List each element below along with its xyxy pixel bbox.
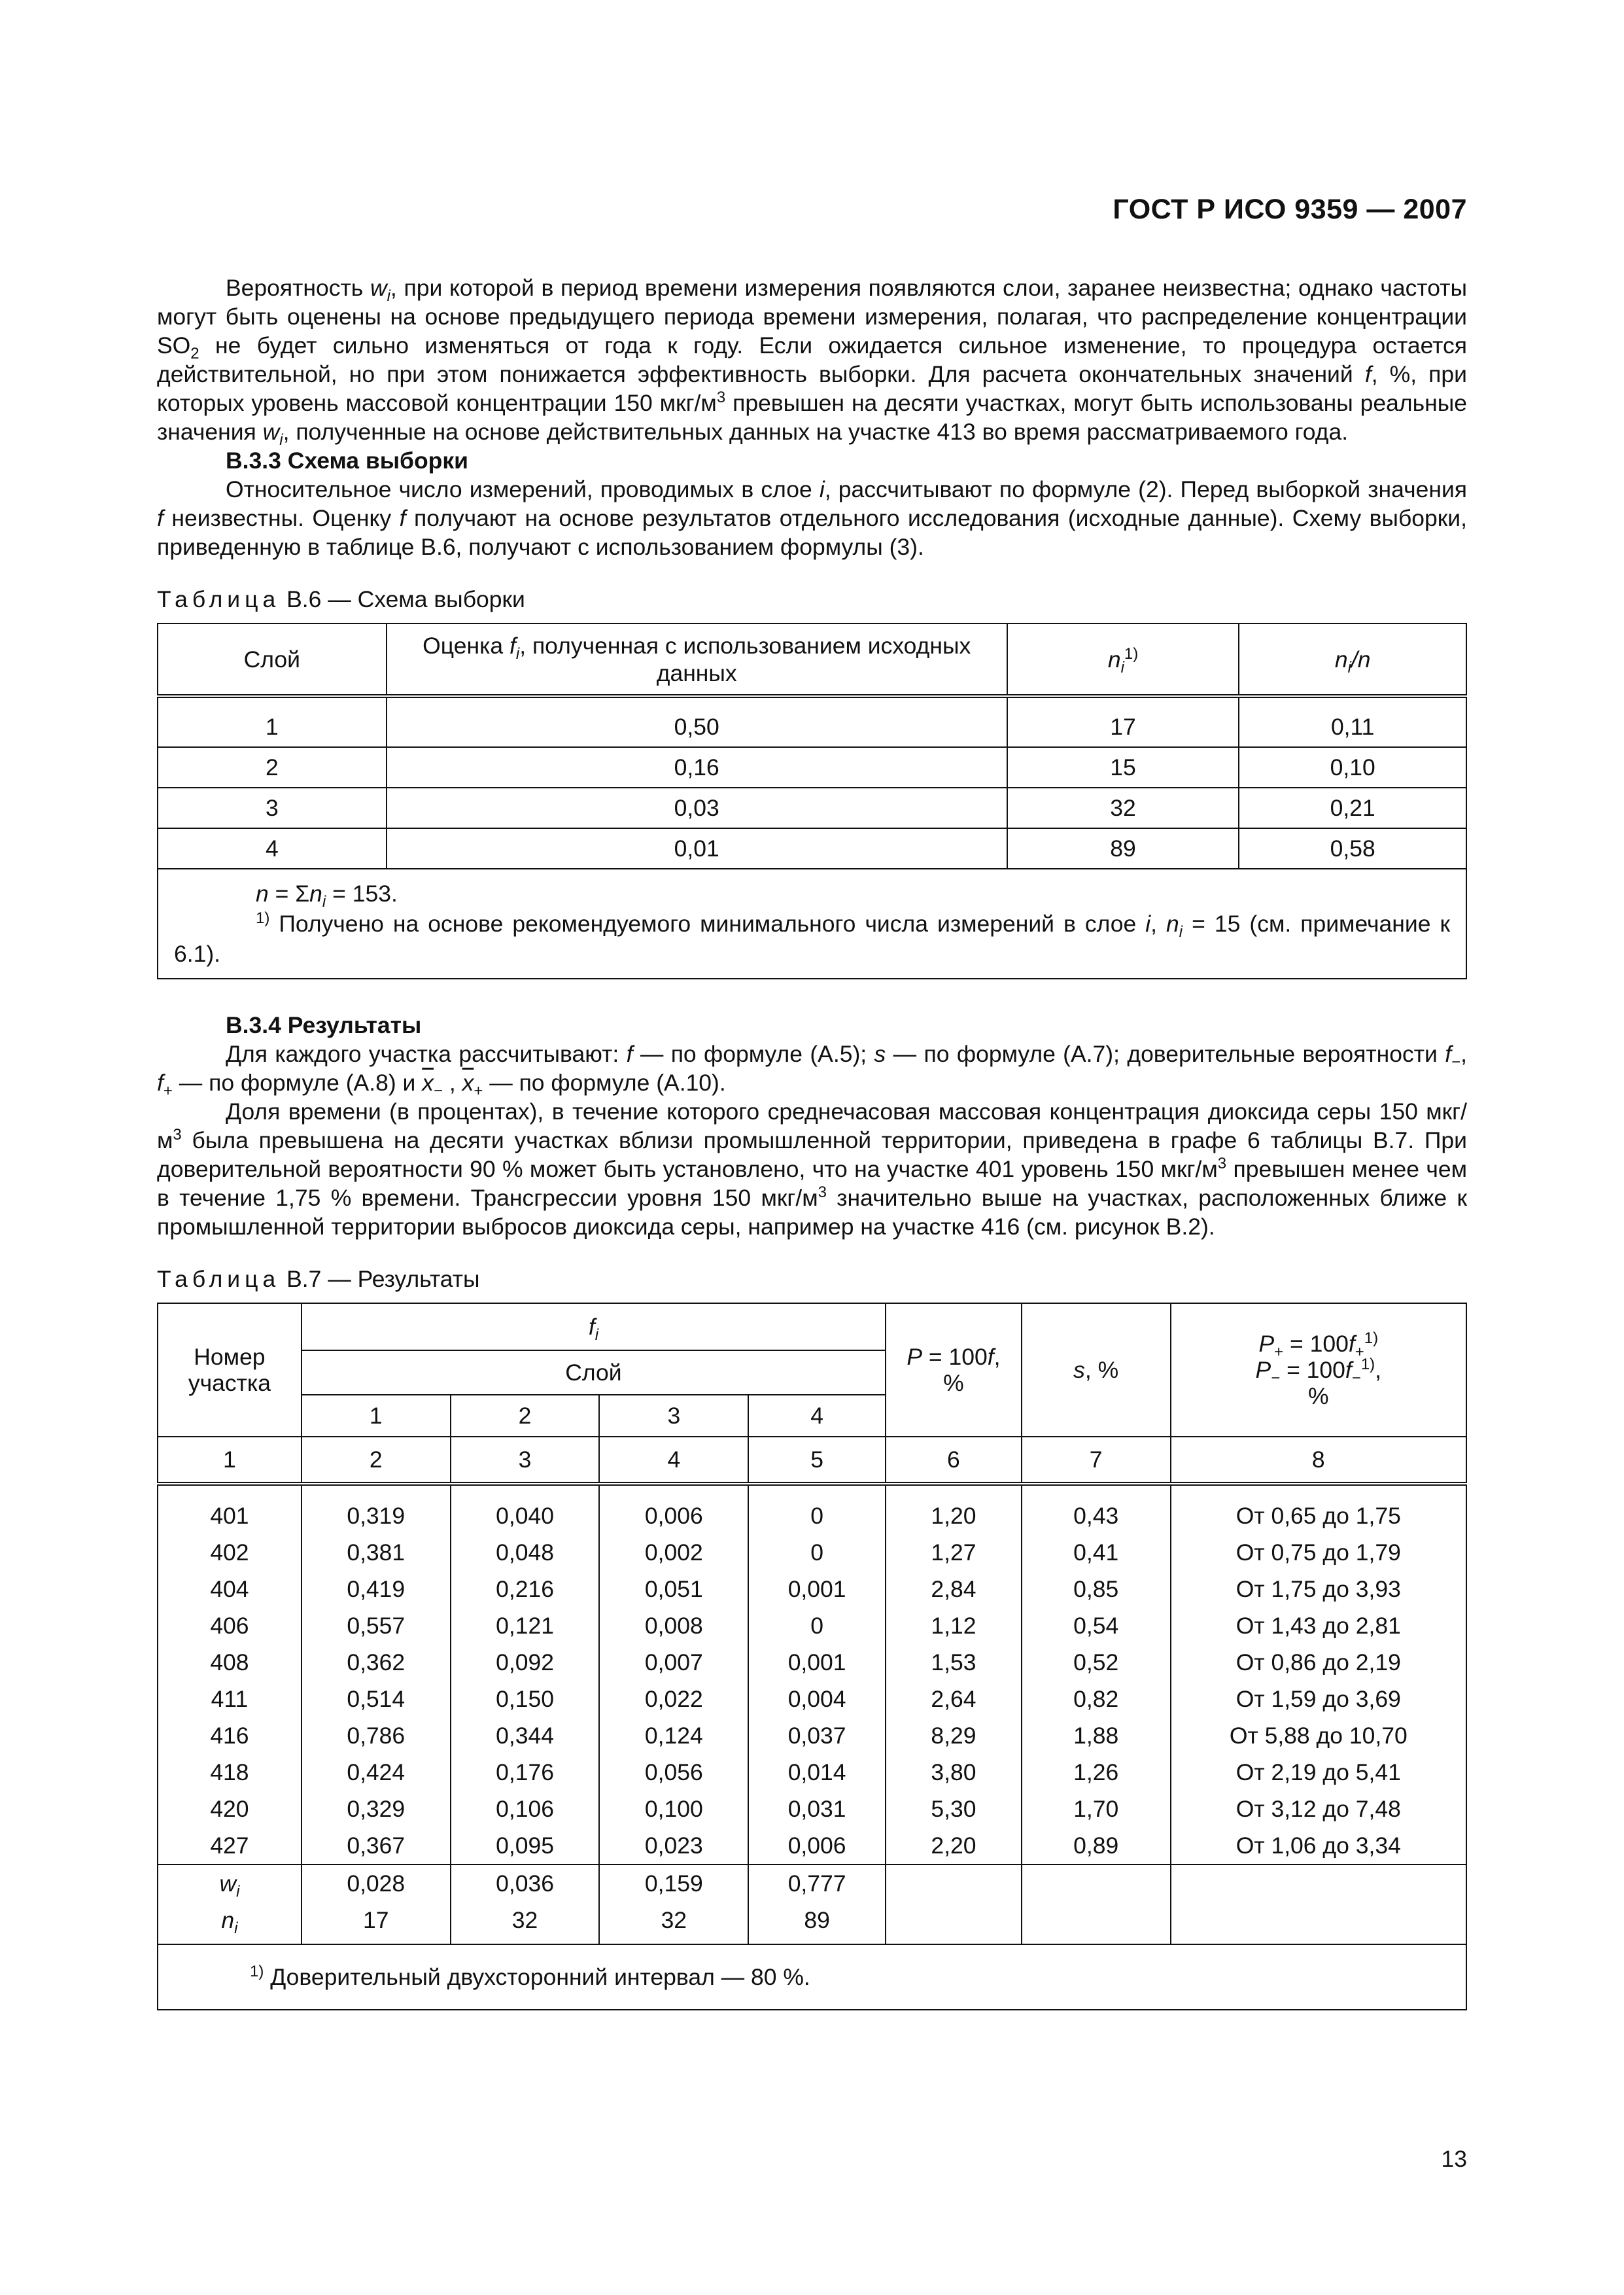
table-cell: 0,216 xyxy=(451,1571,600,1607)
table-cell: 32 xyxy=(599,1902,748,1944)
table-cell: 0,028 xyxy=(302,1865,451,1902)
table-row xyxy=(158,1791,1466,1827)
table-b7-footnote: $^{1)}$ Доверительный двухсторонний интервал — 80 %. xyxy=(158,1944,1466,2010)
table-cell: 0,52 xyxy=(1022,1644,1171,1681)
col-header-p: P = 100f, % xyxy=(886,1303,1022,1437)
results-paragraph-1: Для каждого участка рассчитывают: f — по формуле (А.5); s — по формуле (А.7); доверительные вероятности $f_-$, $f_+$ — по формуле (А.8) и $\overline{x}_-$ , $\overline{x}_+$ — по формуле (А.10). xyxy=(157,1041,1467,1100)
table-cell: От 1,59 до 3,69 xyxy=(1171,1681,1466,1717)
col-header-site: Номер участка xyxy=(158,1303,302,1437)
table-cell: 0,03 xyxy=(387,788,1007,828)
table-cell: 0,50 xyxy=(387,696,1007,747)
table-note-row xyxy=(158,1944,1466,2010)
table-cell: 0,006 xyxy=(748,1827,886,1865)
table-cell: 0,121 xyxy=(451,1607,600,1644)
table-cell: 0,007 xyxy=(599,1644,748,1681)
wi-label: $w_i$ xyxy=(158,1865,302,1902)
column-number: 1 xyxy=(158,1437,302,1484)
table-cell: 411 xyxy=(158,1681,302,1717)
table-cell: 0,21 xyxy=(1239,788,1466,828)
table-b7-body xyxy=(158,1484,1466,2010)
table-cell: 0,023 xyxy=(599,1827,748,1865)
table-cell: 4 xyxy=(158,828,387,869)
wi-row xyxy=(158,1865,1466,1902)
table-cell: 0,319 xyxy=(302,1484,451,1534)
table-cell: 0,004 xyxy=(748,1681,886,1717)
table-cell: 0,514 xyxy=(302,1681,451,1717)
table-cell: 0,419 xyxy=(302,1571,451,1607)
table-row xyxy=(158,1644,1466,1681)
table-cell: 1,27 xyxy=(886,1534,1022,1571)
table-cell: От 2,19 до 5,41 xyxy=(1171,1754,1466,1791)
table-cell: 1,88 xyxy=(1022,1717,1171,1754)
table-cell: 408 xyxy=(158,1644,302,1681)
table-cell: 2 xyxy=(158,747,387,788)
table-row xyxy=(158,1484,1466,1534)
table-cell: 0,031 xyxy=(748,1791,886,1827)
table-cell: 0 xyxy=(748,1607,886,1644)
table-cell: 401 xyxy=(158,1484,302,1534)
table-cell: 0,777 xyxy=(748,1865,886,1902)
col-header-layer-group: Слой xyxy=(302,1350,886,1395)
table-cell: 15 xyxy=(1007,747,1239,788)
col-header-layer-1: 1 xyxy=(302,1395,451,1437)
table-cell: 0,362 xyxy=(302,1644,451,1681)
table-cell: 0,001 xyxy=(748,1571,886,1607)
col-header-ratio: $n_i/n$ xyxy=(1239,623,1466,696)
table-cell: 1,26 xyxy=(1022,1754,1171,1791)
table-cell: 0,85 xyxy=(1022,1571,1171,1607)
table-cell: 0,036 xyxy=(451,1865,600,1902)
table-row xyxy=(158,788,1466,828)
table-cell: 427 xyxy=(158,1827,302,1865)
section-title-b34: В.3.4 Результаты xyxy=(226,1012,422,1038)
table-cell: 402 xyxy=(158,1534,302,1571)
table-cell: 1,70 xyxy=(1022,1791,1171,1827)
table-cell: 0,10 xyxy=(1239,747,1466,788)
table-cell: 416 xyxy=(158,1717,302,1754)
col-header-layer: Слой xyxy=(158,623,387,696)
sampling-paragraph: Относительное число измерений, проводимых в слое i, рассчитывают по формуле (2). Перед выборкой значения f неизвестны. Оценку f получают на основе результатов отдельного исследования (исходные данные). Схему выборки, приведенную в таблице В.6, получают с использованием формулы (3). xyxy=(157,476,1467,560)
table-cell: 3 xyxy=(158,788,387,828)
table-cell: 0,150 xyxy=(451,1681,600,1717)
table-b7 xyxy=(157,1303,1467,2010)
table-cell: 420 xyxy=(158,1791,302,1827)
table-b7-caption: Таблица В.7 — Результаты xyxy=(157,1266,480,1292)
table-cell: 404 xyxy=(158,1571,302,1607)
table-row xyxy=(158,1754,1466,1791)
table-cell: От 1,75 до 3,93 xyxy=(1171,1571,1466,1607)
table-cell: 89 xyxy=(1007,828,1239,869)
page-content xyxy=(157,273,1467,2010)
col-header-layer-2: 2 xyxy=(451,1395,600,1437)
table-b6-caption: Таблица В.6 — Схема выборки xyxy=(157,586,525,612)
table-cell: 0,16 xyxy=(387,747,1007,788)
table-cell: 0,037 xyxy=(748,1717,886,1754)
table-cell: 0,41 xyxy=(1022,1534,1171,1571)
table-cell: 2,64 xyxy=(886,1681,1022,1717)
table-b6-notes xyxy=(158,869,1466,979)
col-header-ni: $n_i^{1)}$ xyxy=(1007,623,1239,696)
table-cell: От 1,06 до 3,34 xyxy=(1171,1827,1466,1865)
table-cell: 0,040 xyxy=(451,1484,600,1534)
section-title-b33: В.3.3 Схема выборки xyxy=(226,447,468,474)
table-cell: 0,58 xyxy=(1239,828,1466,869)
ni-label: $n_i$ xyxy=(158,1902,302,1944)
column-number: 4 xyxy=(599,1437,748,1484)
empty-cell xyxy=(1171,1865,1466,1944)
table-cell: 32 xyxy=(1007,788,1239,828)
table-cell: 0,367 xyxy=(302,1827,451,1865)
table-cell: 5,30 xyxy=(886,1791,1022,1827)
column-number: 6 xyxy=(886,1437,1022,1484)
table-cell: 0 xyxy=(748,1484,886,1534)
table-cell: 0,002 xyxy=(599,1534,748,1571)
table-cell: 0,006 xyxy=(599,1484,748,1534)
table-cell: 0,106 xyxy=(451,1791,600,1827)
table-cell: 0,124 xyxy=(599,1717,748,1754)
table-cell: 1 xyxy=(158,696,387,747)
table-row xyxy=(158,828,1466,869)
table-cell: 32 xyxy=(451,1902,600,1944)
table-cell: От 3,12 до 7,48 xyxy=(1171,1791,1466,1827)
table-b6 xyxy=(157,623,1467,979)
document-header: ГОСТ Р ИСО 9359 — 2007 xyxy=(1113,194,1467,225)
col-header-layer-3: 3 xyxy=(599,1395,748,1437)
table-cell: 0,89 xyxy=(1022,1827,1171,1865)
table-cell: 0,43 xyxy=(1022,1484,1171,1534)
col-header-layer-4: 4 xyxy=(748,1395,886,1437)
table-row xyxy=(158,696,1466,747)
table-cell: 0,54 xyxy=(1022,1607,1171,1644)
table-cell: 1,53 xyxy=(886,1644,1022,1681)
table-cell: 0,056 xyxy=(599,1754,748,1791)
column-number: 2 xyxy=(302,1437,451,1484)
table-cell: От 0,75 до 1,79 xyxy=(1171,1534,1466,1571)
table-cell: 0,176 xyxy=(451,1754,600,1791)
table-row xyxy=(158,1534,1466,1571)
table-cell: 0,008 xyxy=(599,1607,748,1644)
table-cell: 0,329 xyxy=(302,1791,451,1827)
table-cell: 89 xyxy=(748,1902,886,1944)
table-cell: 2,84 xyxy=(886,1571,1022,1607)
table-cell: 17 xyxy=(1007,696,1239,747)
table-cell: От 0,65 до 1,75 xyxy=(1171,1484,1466,1534)
table-row xyxy=(158,1607,1466,1644)
empty-cell xyxy=(1022,1865,1171,1944)
column-number: 7 xyxy=(1022,1437,1171,1484)
table-cell: 1,12 xyxy=(886,1607,1022,1644)
table-cell: 0,048 xyxy=(451,1534,600,1571)
table-row xyxy=(158,1717,1466,1754)
table-cell: От 1,43 до 2,81 xyxy=(1171,1607,1466,1644)
table-cell: 418 xyxy=(158,1754,302,1791)
table-cell: 0,11 xyxy=(1239,696,1466,747)
table-cell: 2,20 xyxy=(886,1827,1022,1865)
table-cell: 0,159 xyxy=(599,1865,748,1902)
table-cell: 0,051 xyxy=(599,1571,748,1607)
table-note-row xyxy=(158,869,1466,979)
table-cell: 0,095 xyxy=(451,1827,600,1865)
intro-paragraph: Вероятность $w_i$, при которой в период времени измерения появляются слои, заранее неизвестна; однако частоты могут быть оценены на основе предыдущего периода времени измерения, полагая, что распределение концентрации $SO_2$ не будет сильно изменяться от года к году. Если ожидается сильное изменение, то процедура остается действительной, но при этом понижается эффективность выборки. Для расчета окончательных значений f, %, при которых уровень массовой концентрации 150 мкг/$м^3$ превышен на десяти участках, могут быть использованы реальные значения $w_i$, полученные на основе действительных данных на участке 413 во время рассматриваемого года. xyxy=(157,275,1467,449)
table-b6-footnote: $^{1)}$ Получено на основе рекомендуемого минимального числа измерений в слое i, $n_i = 15$ (см. примечание к 6.1). xyxy=(174,909,1450,967)
table-cell: 0,092 xyxy=(451,1644,600,1681)
table-cell: 0,381 xyxy=(302,1534,451,1571)
table-cell: 8,29 xyxy=(886,1717,1022,1754)
table-cell: 0,022 xyxy=(599,1681,748,1717)
table-cell: 0,82 xyxy=(1022,1681,1171,1717)
col-header-interval: $P_+ = 100f_+^{1)}$ $P_- = 100f_-^{1)}$, % xyxy=(1171,1303,1466,1437)
table-row xyxy=(158,747,1466,788)
table-cell: 406 xyxy=(158,1607,302,1644)
table-cell: От 5,88 до 10,70 xyxy=(1171,1717,1466,1754)
table-cell: 0,424 xyxy=(302,1754,451,1791)
page-number: 13 xyxy=(1441,2146,1467,2172)
col-header-s: s, % xyxy=(1022,1303,1171,1437)
table-cell: 1,20 xyxy=(886,1484,1022,1534)
column-number: 5 xyxy=(748,1437,886,1484)
table-cell: От 0,86 до 2,19 xyxy=(1171,1644,1466,1681)
table-cell: 0,786 xyxy=(302,1717,451,1754)
table-cell: 0,001 xyxy=(748,1644,886,1681)
column-number: 8 xyxy=(1171,1437,1466,1484)
table-cell: 0,01 xyxy=(387,828,1007,869)
table-cell: 0,100 xyxy=(599,1791,748,1827)
results-paragraph-2: Доля времени (в процентах), в течение которого среднечасовая массовая концентрация диоксида серы 150 мкг/$м^3$ была превышена на десяти участках вблизи промышленной территории, приведена в графе 6 таблицы В.7. При доверительной вероятности 90 % может быть установлено, что на участке 401 уровень 150 мкг/$м^3$ превышен менее чем в течение 1,75 % времени. Трансгрессии уровня 150 мкг/$м^3$ значительно выше на участках, расположенных ближе к промышленной территории выбросов диоксида серы, например на участке 416 (см. рисунок В.2). xyxy=(157,1098,1467,1240)
empty-cell xyxy=(886,1865,1022,1944)
table-cell: 0,014 xyxy=(748,1754,886,1791)
column-number: 3 xyxy=(451,1437,600,1484)
sum-note: $n = \Sigma n_i = 153$. xyxy=(256,881,398,911)
table-cell: 0,344 xyxy=(451,1717,600,1754)
col-header-fi: $f_i$ xyxy=(302,1303,886,1350)
col-header-estimate: Оценка $f_i$, полученная с использованием исходных данных xyxy=(387,623,1007,696)
table-cell: 0 xyxy=(748,1534,886,1571)
column-number-row xyxy=(158,1437,1466,1484)
table-cell: 17 xyxy=(302,1902,451,1944)
table-cell: 3,80 xyxy=(886,1754,1022,1791)
table-row xyxy=(158,1827,1466,1865)
table-cell: 0,557 xyxy=(302,1607,451,1644)
table-row xyxy=(158,1571,1466,1607)
table-row xyxy=(158,1681,1466,1717)
